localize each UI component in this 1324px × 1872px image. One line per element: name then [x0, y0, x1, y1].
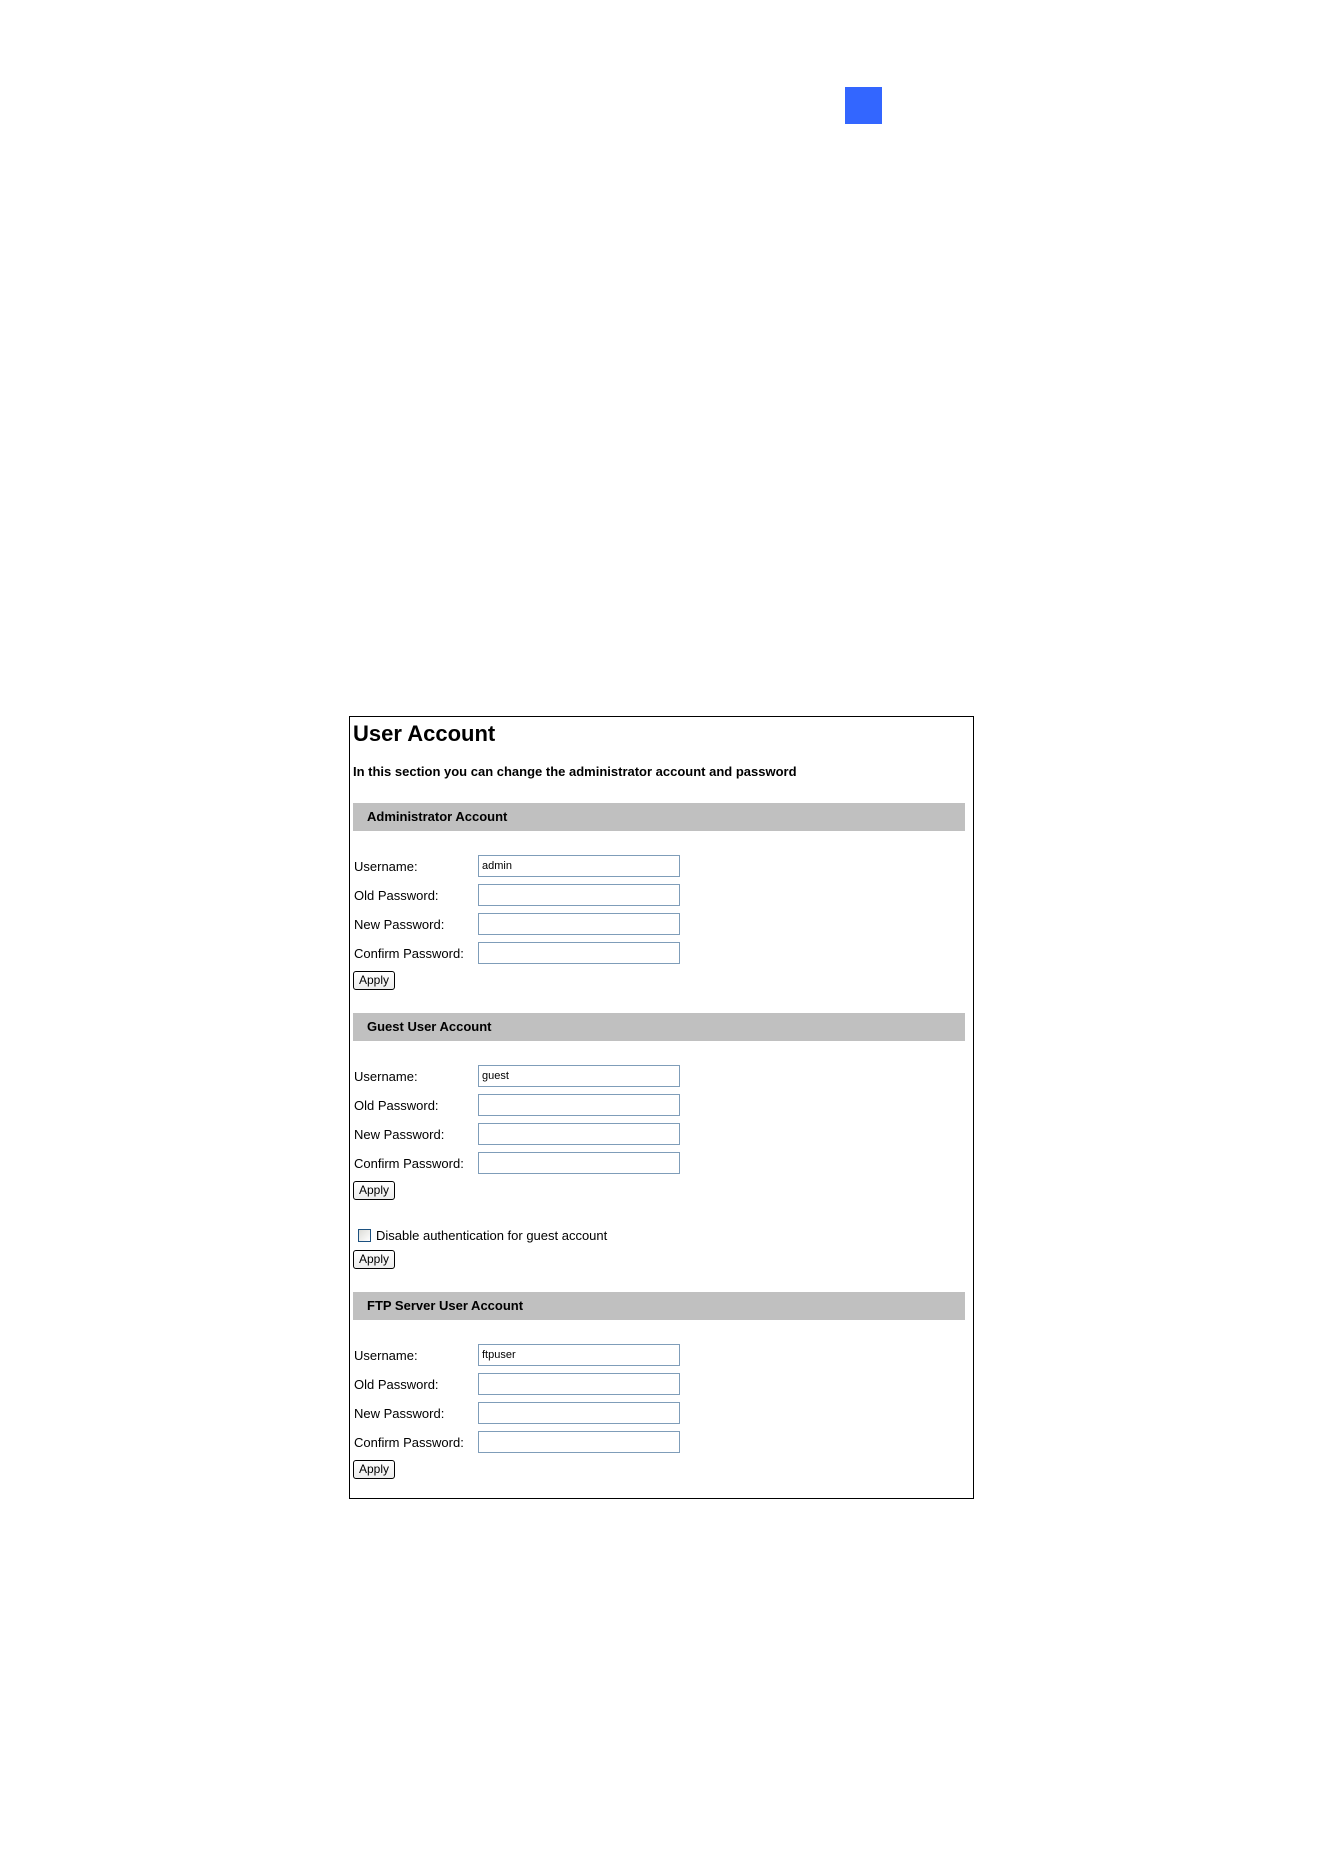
guest-username-row — [354, 1065, 694, 1089]
section-description: In this section you can change the administrator account and password — [353, 764, 797, 779]
disable-guest-auth-checkbox[interactable] — [358, 1229, 371, 1242]
disable-guest-auth-apply-button[interactable]: Apply — [353, 1250, 395, 1269]
ftp-account-header — [353, 1292, 965, 1320]
blue-tab-marker — [845, 87, 882, 124]
guest-old-password-input[interactable] — [478, 1094, 680, 1116]
admin-username-input[interactable] — [478, 855, 680, 877]
admin-new-password-row — [354, 913, 694, 937]
new-password-label: New Password: — [354, 1127, 445, 1142]
guest-new-password-row — [354, 1123, 694, 1147]
section-heading: FTP Server User Account — [367, 1298, 524, 1313]
confirm-password-label: Confirm Password: — [354, 1435, 464, 1450]
ftp-account-section — [353, 1292, 965, 1320]
guest-apply-button[interactable]: Apply — [353, 1181, 395, 1200]
admin-new-password-input[interactable] — [478, 913, 680, 935]
old-password-label: Old Password: — [354, 1098, 439, 1113]
confirm-password-label: Confirm Password: — [354, 946, 464, 961]
ftp-old-password-input[interactable] — [478, 1373, 680, 1395]
ftp-confirm-password-input[interactable] — [478, 1431, 680, 1453]
guest-username-input[interactable] — [478, 1065, 680, 1087]
disable-guest-auth-row[interactable] — [358, 1227, 758, 1245]
ftp-username-input[interactable] — [478, 1344, 680, 1366]
username-label: Username: — [354, 1069, 418, 1084]
ftp-confirm-password-row — [354, 1431, 694, 1455]
guest-new-password-input[interactable] — [478, 1123, 680, 1145]
new-password-label: New Password: — [354, 1406, 445, 1421]
admin-apply-button[interactable]: Apply — [353, 971, 395, 990]
new-password-label: New Password: — [354, 917, 445, 932]
section-heading: Administrator Account — [367, 809, 508, 824]
administrator-account-section — [353, 803, 965, 831]
admin-old-password-row — [354, 884, 694, 908]
guest-confirm-password-row — [354, 1152, 694, 1176]
admin-username-row — [354, 855, 694, 879]
guest-account-header — [353, 1013, 965, 1041]
old-password-label: Old Password: — [354, 888, 439, 903]
ftp-new-password-row — [354, 1402, 694, 1426]
old-password-label: Old Password: — [354, 1377, 439, 1392]
username-label: Username: — [354, 859, 418, 874]
administrator-account-header — [353, 803, 965, 831]
section-heading: Guest User Account — [367, 1019, 492, 1034]
username-label: Username: — [354, 1348, 418, 1363]
disable-guest-auth-label: Disable authentication for guest account — [376, 1228, 608, 1243]
confirm-password-label: Confirm Password: — [354, 1156, 464, 1171]
guest-old-password-row — [354, 1094, 694, 1118]
admin-confirm-password-row — [354, 942, 694, 966]
ftp-apply-button[interactable]: Apply — [353, 1460, 395, 1479]
page-title: User Account — [353, 721, 496, 746]
ftp-new-password-input[interactable] — [478, 1402, 680, 1424]
user-account-panel — [349, 716, 974, 1499]
ftp-username-row — [354, 1344, 694, 1368]
admin-confirm-password-input[interactable] — [478, 942, 680, 964]
guest-confirm-password-input[interactable] — [478, 1152, 680, 1174]
admin-old-password-input[interactable] — [478, 884, 680, 906]
guest-account-section — [353, 1013, 965, 1041]
ftp-old-password-row — [354, 1373, 694, 1397]
